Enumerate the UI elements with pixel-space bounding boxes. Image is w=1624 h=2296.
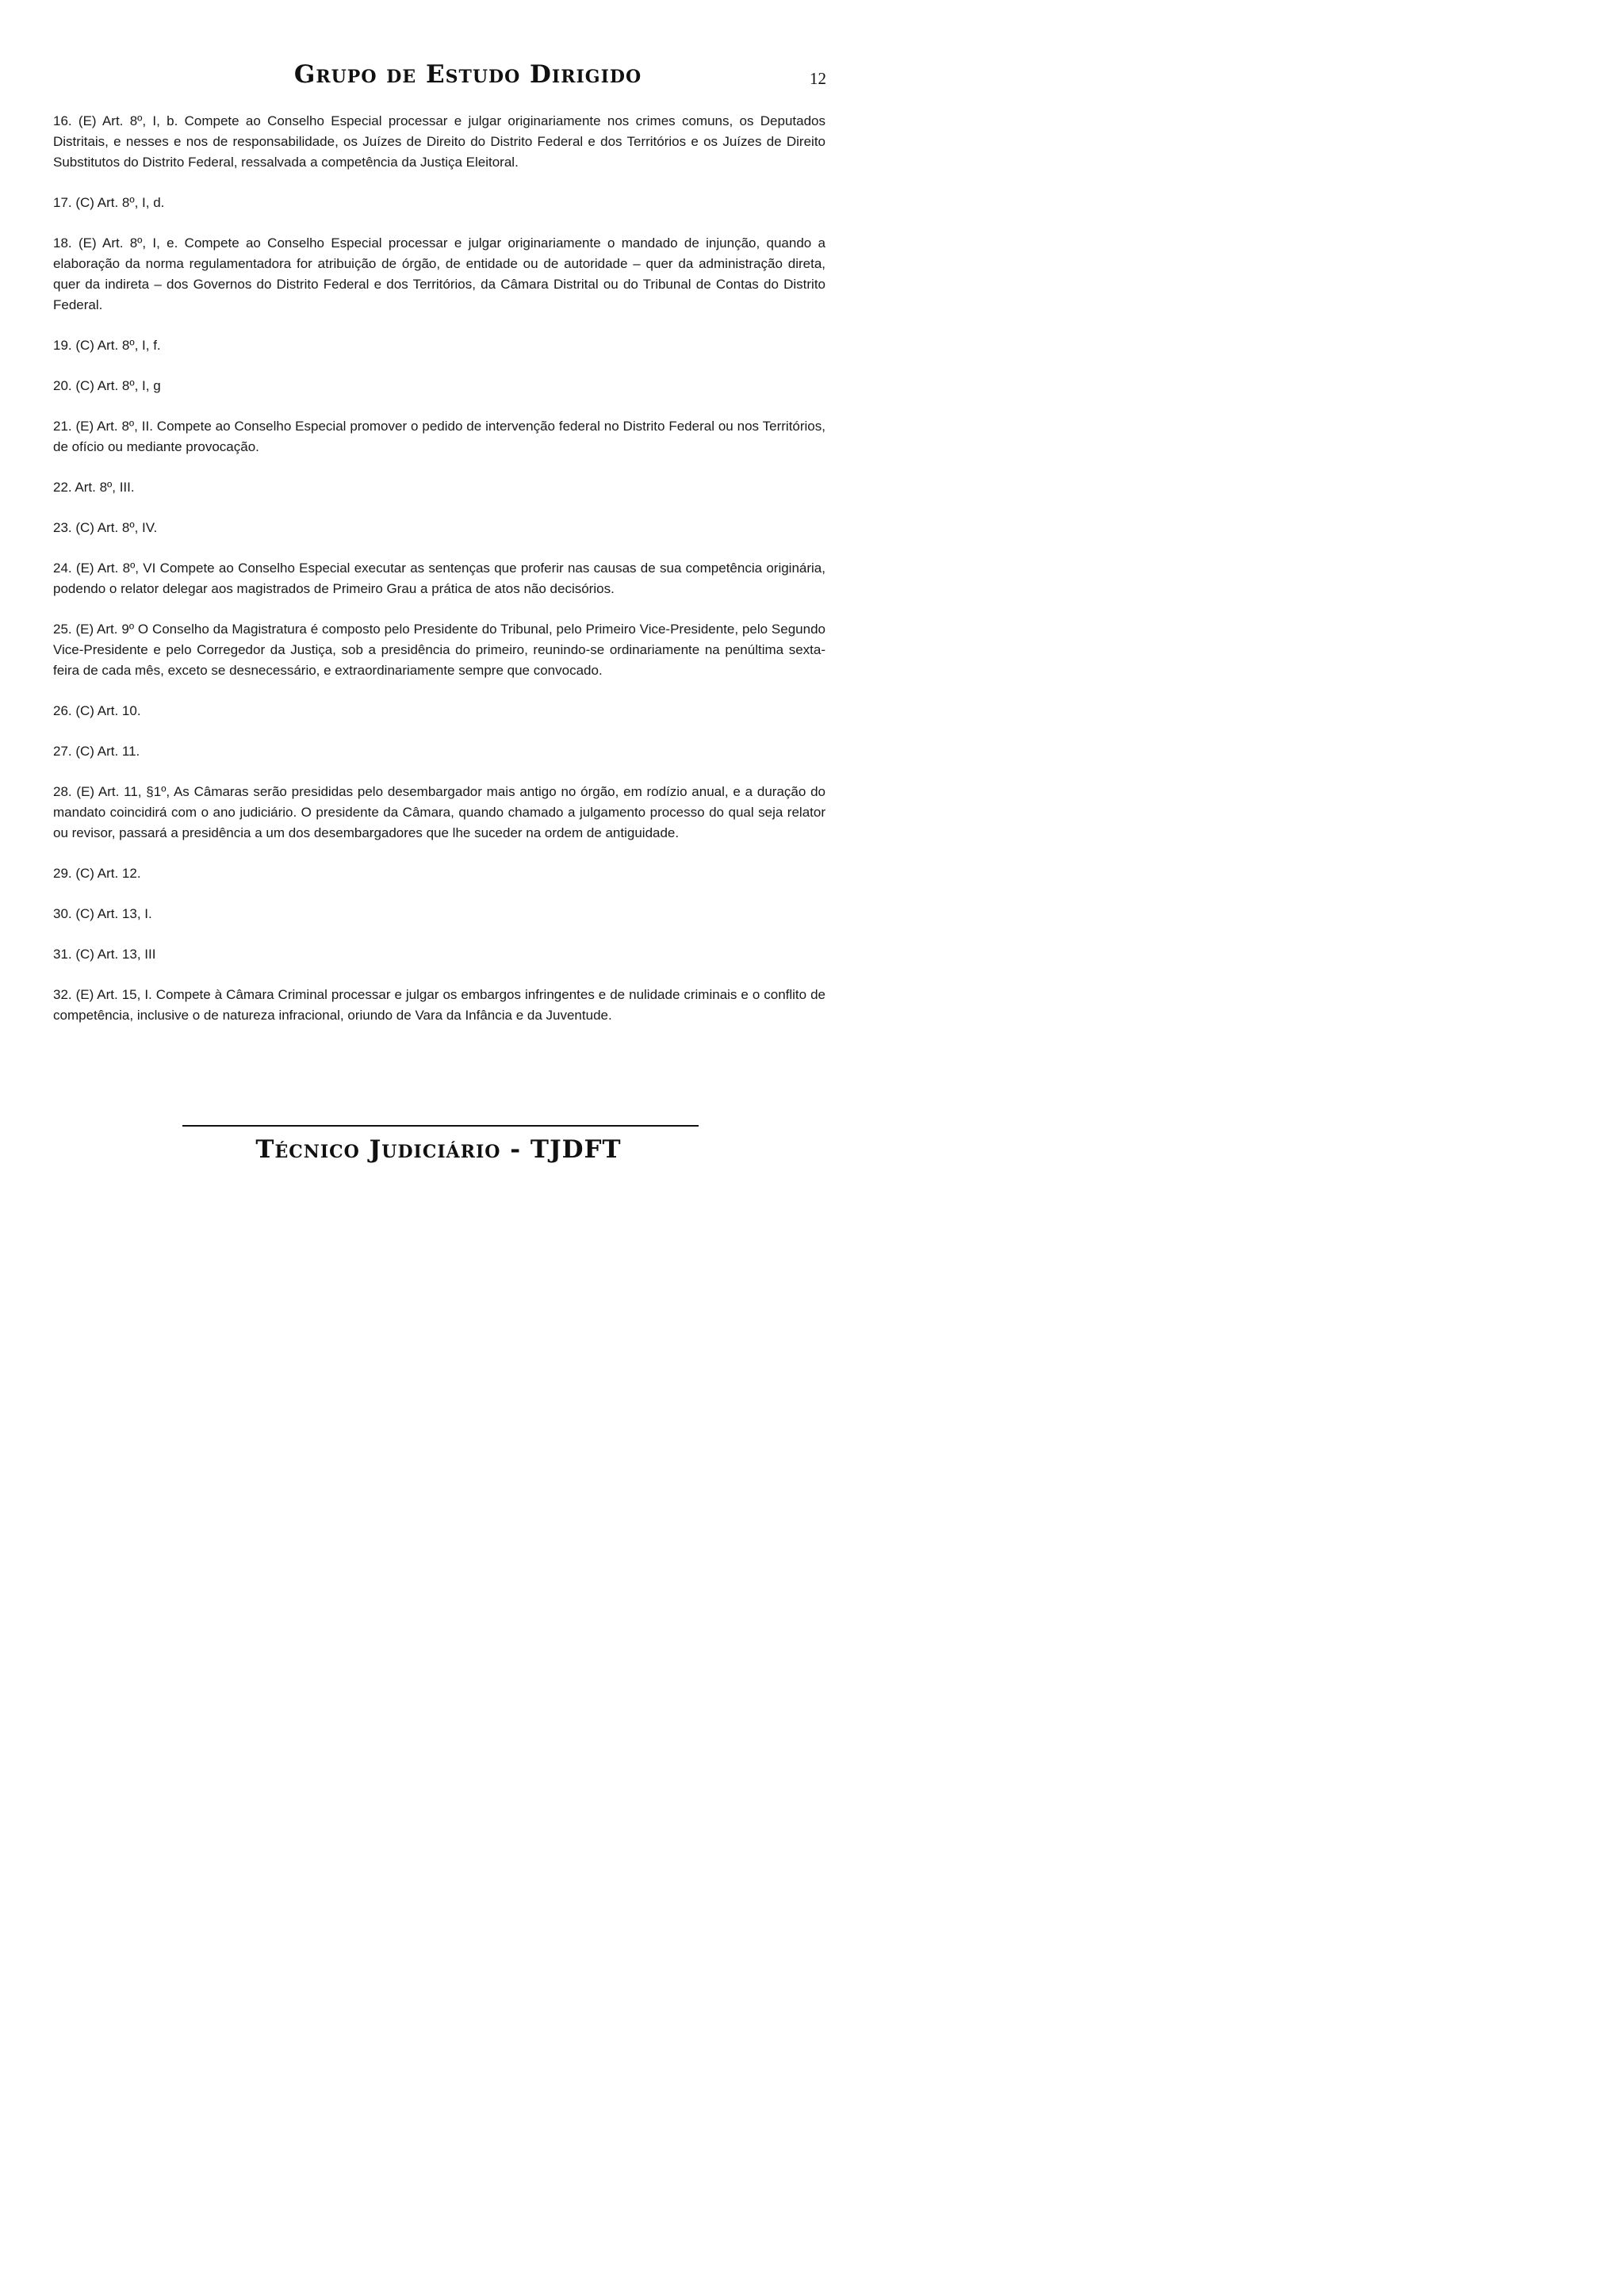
document-page [0, 0, 877, 1240]
answer-18: 18. (E) Art. 8º, I, e. Compete ao Conselho Especial processar e julgar originariamente o mandado de injunção, quando a elaboração da norma regulamentadora for atribuição de órgão, de entidade ou de autoridade – quer da administração direta, quer da indireta – dos Governos do Distrito Federal e dos Territórios, da Câmara Distrital ou do Tribunal de Contas do Distrito Federal. [53, 235, 825, 312]
answer-24: 24. (E) Art. 8º, VI Compete ao Conselho Especial executar as sentenças que proferir nas causas de sua competência originária, podendo o relator delegar aos magistrados de Primeiro Grau a prática de atos não decisórios. [53, 561, 825, 596]
answer-16: 16. (E) Art. 8º, I, b. Compete ao Conselho Especial processar e julgar originariamente nos crimes comuns, os Deputados Distritais, e nesses e nos de responsabilidade, os Juízes de Direito do Distrito Federal e dos Territórios e os Juízes de Direito Substitutos do Distrito Federal, ressalvada a competência da Justiça Eleitoral. [53, 113, 825, 170]
answer-17: 17. (C) Art. 8º, I, d. [53, 195, 165, 210]
answer-27: 27. (C) Art. 11. [53, 744, 140, 759]
answer-32: 32. (E) Art. 15, I. Compete à Câmara Criminal processar e julgar os embargos infringentes e de nulidade criminais e o conflito de competência, inclusive o de natureza infracional, oriundo de Vara da Infância e da Juventude. [53, 987, 825, 1023]
answer-29: 29. (C) Art. 12. [53, 866, 141, 881]
answer-23: 23. (C) Art. 8º, IV. [53, 520, 158, 535]
answer-28: 28. (E) Art. 11, §1º, As Câmaras serão presididas pelo desembargador mais antigo no órgão, em rodízio anual, e a duração do mandato coincidirá com o ano judiciário. O presidente da Câmara, quando chamado a julgamento processo do qual seja relator ou revisor, passará a presidência a um dos desembargadores que lhe suceder na ordem de antiguidade. [53, 784, 825, 840]
answer-26: 26. (C) Art. 10. [53, 703, 141, 718]
answer-22: 22. Art. 8º, III. [53, 480, 135, 495]
answer-list [53, 111, 825, 1046]
footer-divider [182, 1125, 699, 1127]
page-number: 12 [810, 69, 826, 88]
answer-25: 25. (E) Art. 9º O Conselho da Magistratura é composto pelo Presidente do Tribunal, pelo Primeiro Vice-Presidente, pelo Segundo Vice-Presidente e pelo Corregedor da Justiça, sob a presidência do primeiro, reunindo-se ordinariamente na penúltima sexta-feira de cada mês, exceto se desnecessário, e extraordinariamente sempre que convocado. [53, 622, 825, 678]
answer-20: 20. (C) Art. 8º, I, g [53, 378, 161, 393]
answer-21: 21. (E) Art. 8º, II. Compete ao Conselho Especial promover o pedido de intervenção federal no Distrito Federal ou nos Territórios, de ofício ou mediante provocação. [53, 419, 825, 454]
answer-19: 19. (C) Art. 8º, I, f. [53, 338, 161, 353]
answer-30: 30. (C) Art. 13, I. [53, 906, 152, 921]
answer-31: 31. (C) Art. 13, III [53, 947, 156, 962]
footer-title: Técnico Judiciário - TJDFT [255, 1135, 622, 1164]
header-title: Grupo de Estudo Dirigido [293, 60, 642, 89]
